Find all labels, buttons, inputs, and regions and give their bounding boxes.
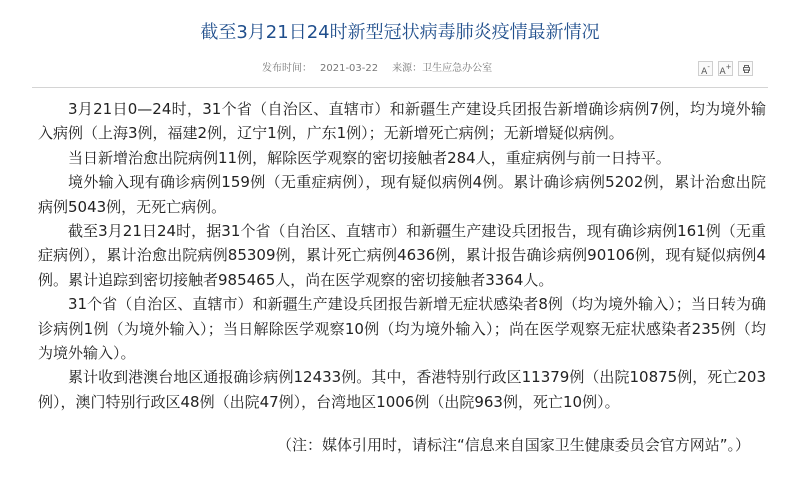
source-label: 来源： xyxy=(392,63,423,74)
paragraph-cumulative-totals: 截至3月21日24时，据31个省（自治区、直辖市）和新疆生产建设兵团报告，现有确诊病例161例（无重症病例），累计治愈出院病例85309例，累计死亡病例4636例，累计报告确诊病例90106例，现有疑似病例4例。累计追踪到密切接触者985465人，尚在医学观察的密切接触者3364人。 xyxy=(38,222,766,289)
publish-date: 2021-03-22 xyxy=(320,63,379,74)
source-name: 卫生应急办公室 xyxy=(422,63,493,74)
print-button[interactable] xyxy=(738,61,753,76)
font-larger-icon: A xyxy=(719,67,726,77)
paragraph-new-cases: 3月21日0—24时，31个省（自治区、直辖市）和新疆生产建设兵团报告新增确诊病例7例，均为境外输入病例（上海3例，福建2例，辽宁1例，广东1例）；无新增死亡病例；无新增疑似病例。 xyxy=(38,100,766,143)
paragraph-asymptomatic: 31个省（自治区、直辖市）和新疆生产建设兵团报告新增无症状感染者8例（均为境外输入）；当日转为确诊病例1例（为境外输入）；当日解除医学观察10例（均为境外输入）；尚在医学观察无症状感染者235例（均为境外输入）。 xyxy=(38,295,766,363)
article-body xyxy=(38,97,766,458)
paragraph-hk-macao-taiwan: 累计收到港澳台地区通报确诊病例12433例。其中，香港特别行政区11379例（出院10875例，死亡203例），澳门特别行政区48例（出院47例），台湾地区1006例（出院963例，死亡10例）。 xyxy=(38,368,766,411)
page-title: 截至3月21日24时新型冠状病毒肺炎疫情最新情况 xyxy=(200,22,600,43)
font-smaller-button[interactable]: A- xyxy=(698,61,713,76)
font-smaller-icon: A xyxy=(701,67,708,77)
paragraph-imported-cases: 境外输入现有确诊病例159例（无重症病例），现有疑似病例4例。累计确诊病例5202例，累计治愈出院病例5043例，无死亡病例。 xyxy=(38,173,766,216)
header-divider xyxy=(32,87,768,88)
article-tools xyxy=(698,61,753,76)
publish-date-label: 发布时间： xyxy=(262,63,312,74)
font-larger-button[interactable]: A+ xyxy=(719,63,732,77)
article-meta xyxy=(262,62,492,76)
citation-note: （注：媒体引用时，请标注“信息来自国家卫生健康委员会官方网站”。） xyxy=(276,436,750,455)
print-icon xyxy=(743,65,750,73)
paragraph-recoveries: 当日新增治愈出院病例11例，解除医学观察的密切接触者284人，重症病例与前一日持平。 xyxy=(68,148,671,167)
